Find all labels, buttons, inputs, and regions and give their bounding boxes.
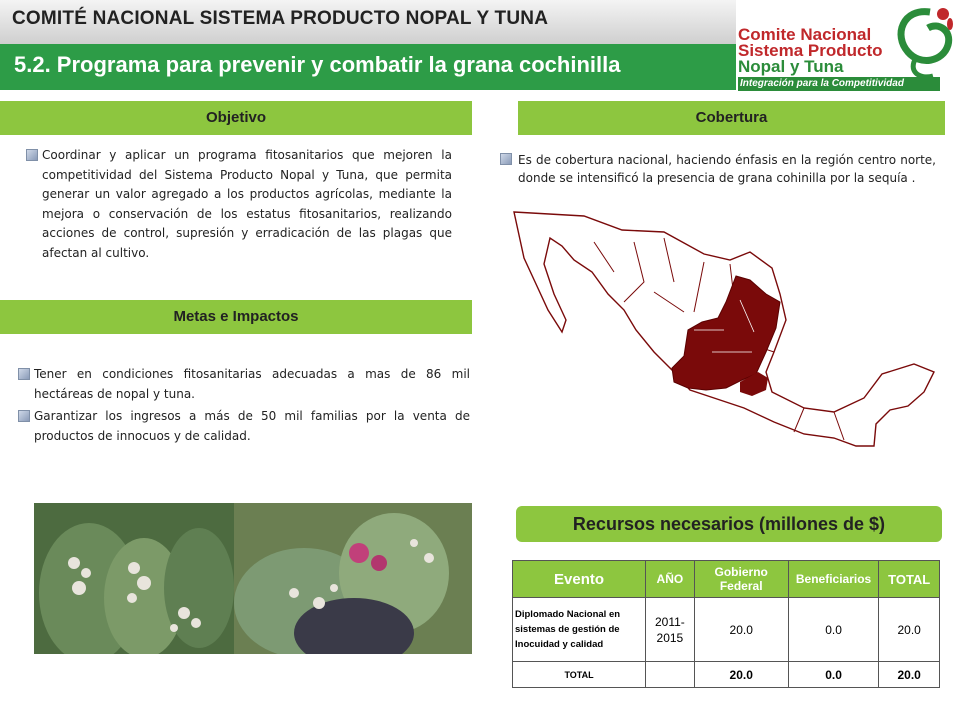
column-header-gobierno: Gobierno Federal bbox=[694, 561, 788, 598]
bullet-icon bbox=[18, 410, 30, 422]
mexico-map bbox=[504, 202, 944, 462]
recursos-table bbox=[512, 560, 940, 688]
table-row bbox=[513, 598, 940, 662]
program-title: 5.2. Programa para prevenir y combatir la grana cochinilla bbox=[14, 52, 621, 77]
metas-item-2: Garantizar los ingresos a más de 50 mil familias por la venta de productos de innocuos y de calidad. bbox=[34, 409, 470, 443]
logo-text-line3: Nopal y Tuna bbox=[738, 57, 844, 76]
cochineal-photo bbox=[34, 503, 472, 654]
cell-total-beneficiarios: 0.0 bbox=[788, 662, 879, 688]
metas-item-1: Tener en condiciones fitosanitarias adecuadas a mas de 86 mil hectáreas de nopal y tuna. bbox=[34, 367, 470, 401]
logo-text-line1: Comite Nacional bbox=[738, 25, 872, 44]
bullet-icon bbox=[500, 153, 512, 165]
bullet-icon bbox=[18, 368, 30, 380]
cell-gobierno: 20.0 bbox=[694, 598, 788, 662]
metas-heading: Metas e Impactos bbox=[0, 300, 472, 334]
objetivo-text: Coordinar y aplicar un programa fitosanitarios que mejoren la competitividad del Sistema Producto Nopal y Tuna, que permita generar un valor agregado a los productos agrícolas, mediante la mejora o conservación de los estatus fitosanitarios, realizando acciones de control, supresión y erradicación de las plagas que afectan al cultivo. bbox=[42, 148, 452, 260]
objetivo-heading: Objetivo bbox=[0, 101, 472, 135]
cell-anio: 2011-2015 bbox=[646, 598, 695, 662]
bullet-icon bbox=[26, 149, 38, 161]
cell-total: 20.0 bbox=[879, 598, 940, 662]
cell-evento: Diplomado Nacional en sistemas de gestión de Inocuidad y calidad bbox=[513, 598, 646, 662]
recursos-heading: Recursos necesarios (millones de $) bbox=[516, 506, 942, 542]
column-header-evento: Evento bbox=[513, 561, 646, 598]
cobertura-heading: Cobertura bbox=[518, 101, 945, 135]
cell-total-gobierno: 20.0 bbox=[694, 662, 788, 688]
column-header-total: TOTAL bbox=[879, 561, 940, 598]
column-header-anio: AÑO bbox=[646, 561, 695, 598]
cell-total-total: 20.0 bbox=[879, 662, 940, 688]
table-total-row bbox=[513, 662, 940, 688]
column-header-beneficiarios: Beneficiarios bbox=[788, 561, 879, 598]
table-header-row bbox=[513, 561, 940, 598]
logo-tagline: Integración para la Competitividad bbox=[738, 77, 940, 91]
cell-total-label: TOTAL bbox=[513, 662, 646, 688]
logo-text-line2: Sistema Producto bbox=[738, 41, 883, 60]
org-title: COMITÉ NACIONAL SISTEMA PRODUCTO NOPAL Y TUNA bbox=[12, 8, 549, 29]
cobertura-text: Es de cobertura nacional, haciendo énfasis en la región centro norte, donde se intensificó la presencia de grana cohinilla por la sequía . bbox=[518, 153, 936, 185]
cell-beneficiarios: 0.0 bbox=[788, 598, 879, 662]
cell-total-anio bbox=[646, 662, 695, 688]
